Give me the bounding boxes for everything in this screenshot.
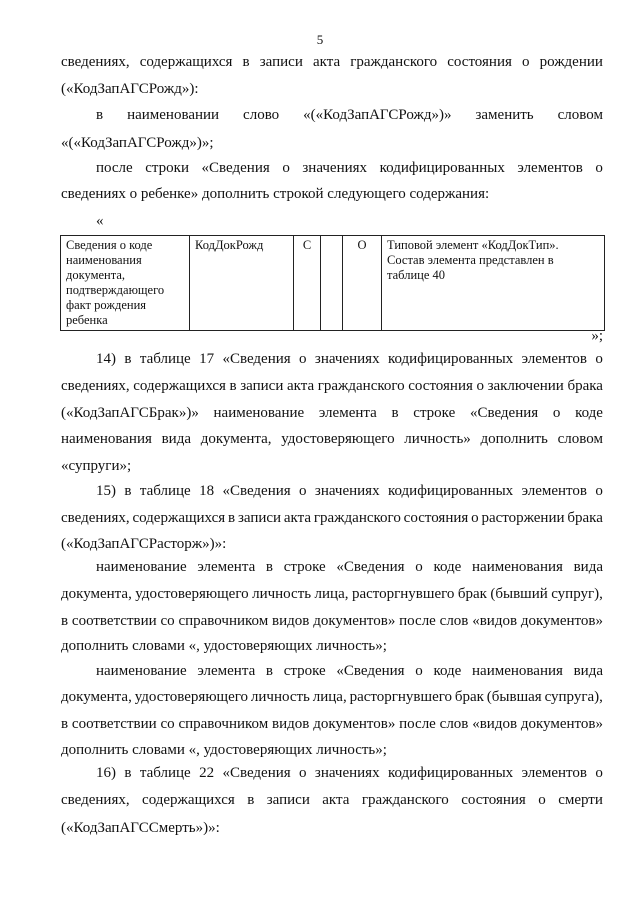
word: наименовании	[127, 107, 220, 123]
word: словом	[557, 107, 603, 123]
word: смерти	[558, 792, 603, 808]
word: элемента	[318, 405, 377, 421]
word: записи	[237, 510, 282, 526]
word: кодифицированных	[379, 160, 505, 176]
word: супруга),	[544, 689, 603, 705]
word: значениях	[314, 483, 380, 499]
word: о	[299, 351, 307, 367]
text-line: дополнить словами «, удостоверяющих личность»;	[61, 638, 387, 654]
word: состояния	[408, 378, 473, 394]
word: расторгнувшего	[351, 586, 455, 602]
word: слов	[439, 613, 469, 629]
word: наименования	[61, 431, 152, 447]
word: состояния	[447, 54, 512, 70]
word: документа,	[61, 586, 132, 602]
text-line: «(«КодЗапАГСРожд»)»;	[61, 135, 214, 151]
cell-line: подтверждающего	[66, 283, 165, 297]
word: таблице	[139, 765, 191, 781]
word: вида	[573, 559, 603, 575]
word: содержащихся	[133, 378, 226, 394]
text-line	[96, 106, 603, 124]
cell-line: наименования	[66, 253, 142, 267]
word: соответствии	[71, 613, 157, 629]
word: видов	[272, 716, 310, 732]
word: 16)	[96, 765, 116, 781]
word: «Сведения	[469, 405, 539, 421]
word: записи	[259, 54, 303, 70]
cell-line: факт рождения	[66, 298, 147, 312]
word: таблице	[139, 351, 191, 367]
word: наименование	[96, 559, 187, 575]
word: акта	[322, 792, 350, 808]
word: о	[521, 54, 530, 70]
cell-description	[382, 236, 605, 331]
word: супруг),	[551, 586, 603, 602]
word: о	[595, 160, 603, 176]
word: гражданского	[317, 378, 405, 394]
word: 22	[199, 765, 215, 781]
word: о	[595, 483, 603, 499]
word: (бывшая	[486, 689, 542, 705]
word: акта	[286, 378, 315, 394]
word: акта	[283, 510, 312, 526]
word: «видов	[472, 613, 518, 629]
word: наименование	[213, 405, 305, 421]
word: сведениях,	[61, 54, 130, 70]
word: справочником	[178, 613, 269, 629]
word: о	[595, 351, 603, 367]
word: удостоверяющего	[135, 586, 249, 602]
word: элементов	[521, 765, 587, 781]
word: после	[96, 160, 133, 176]
text-line	[61, 430, 603, 448]
text-line: сведениях о ребенке» дополнить строкой следующего содержания:	[61, 186, 490, 202]
word: документов»	[313, 613, 396, 629]
word: «Сведения	[222, 483, 291, 499]
word: акта	[312, 54, 341, 70]
word: в	[265, 663, 274, 679]
word: в	[265, 559, 274, 575]
word: дополнить	[480, 431, 548, 447]
word: в	[124, 351, 132, 367]
word: рождении	[539, 54, 603, 70]
cell-line: Сведения о коде	[66, 238, 153, 252]
word: документа,	[200, 431, 272, 447]
word: слов	[439, 716, 469, 732]
word: строки	[145, 160, 189, 176]
word: со	[160, 716, 175, 732]
word: расторгнувшего	[349, 689, 452, 705]
word: 15)	[96, 483, 116, 499]
cell-line: ребенка	[66, 313, 108, 327]
word: в	[229, 378, 237, 394]
cell-required: О	[343, 236, 382, 331]
word: о	[415, 559, 423, 575]
text-line: «супруги»;	[61, 458, 132, 474]
word: (бывший	[490, 586, 548, 602]
word: документа,	[61, 689, 132, 705]
word: «Сведения	[201, 160, 270, 176]
word: состояния	[461, 792, 526, 808]
word: «Сведения	[336, 559, 405, 575]
text-line	[61, 404, 603, 422]
text-line: («КодЗапАГСРасторж»)»:	[61, 536, 227, 552]
word: значениях	[314, 765, 380, 781]
word: заменить	[475, 107, 534, 123]
word: о	[299, 483, 307, 499]
word: 18	[199, 483, 215, 499]
word: в	[124, 765, 132, 781]
word: элементов	[521, 483, 587, 499]
word: 14)	[96, 351, 116, 367]
word: о	[595, 765, 603, 781]
word: значениях	[314, 351, 380, 367]
word: удостоверяющего	[281, 431, 395, 447]
word: со	[160, 613, 175, 629]
word: личность»	[404, 431, 471, 447]
word: вида	[573, 663, 603, 679]
table-row	[61, 236, 605, 331]
word: сведениях,	[61, 510, 130, 526]
cell-type: С	[294, 236, 321, 331]
word: в	[247, 792, 255, 808]
word: брака	[567, 510, 603, 526]
text-line	[61, 509, 603, 527]
word: элемента	[197, 663, 256, 679]
word: кодифицированных	[387, 765, 514, 781]
cell-line: документа,	[66, 268, 126, 282]
text-line	[61, 612, 603, 630]
word: в	[228, 510, 236, 526]
word: справочником	[178, 716, 269, 732]
inserted-row-table	[60, 235, 605, 331]
word: заключении	[487, 378, 564, 394]
word: документов»	[520, 613, 603, 629]
text-line	[61, 688, 603, 706]
word: наименование	[96, 663, 187, 679]
word: «Сведения	[222, 351, 291, 367]
text-line	[96, 764, 603, 782]
word: наименования	[472, 663, 563, 679]
word: гражданского	[350, 54, 438, 70]
text-line	[96, 482, 603, 500]
word: содержащихся	[139, 54, 233, 70]
word: коде	[433, 663, 462, 679]
word: элементов	[517, 160, 583, 176]
word: личность	[250, 689, 310, 705]
word: видов	[272, 613, 310, 629]
word: состояния	[403, 510, 469, 526]
word: в	[96, 107, 104, 123]
word: в	[61, 613, 69, 629]
word: кодифицированных	[387, 483, 514, 499]
word: о	[415, 663, 423, 679]
word: документов»	[520, 716, 603, 732]
word: сведениях,	[61, 378, 130, 394]
word: записи	[240, 378, 284, 394]
word: сведениях,	[61, 792, 130, 808]
word: лица,	[314, 586, 349, 602]
word: 17	[199, 351, 215, 367]
word: брака	[567, 378, 603, 394]
text-line	[96, 662, 603, 680]
word: кодифицированных	[387, 351, 514, 367]
text-line	[61, 715, 603, 733]
text-line: («КодЗапАГССмерть»)»:	[61, 820, 220, 836]
text-line: »;	[591, 328, 603, 344]
word: брак	[457, 586, 487, 602]
word: соответствии	[71, 716, 157, 732]
word: о	[471, 510, 479, 526]
text-line: «	[96, 213, 104, 229]
word: содержащихся	[132, 510, 226, 526]
text-line	[61, 585, 603, 603]
text-line	[61, 377, 603, 395]
cell-format	[321, 236, 343, 331]
word: содержащихся	[142, 792, 235, 808]
word: брак	[454, 689, 484, 705]
word: о	[299, 765, 307, 781]
word: элемента	[197, 559, 256, 575]
word: в	[242, 54, 250, 70]
text-line	[61, 53, 603, 71]
cell-line: Состав элемента представлен в	[387, 253, 554, 267]
word: «Сведения	[222, 765, 291, 781]
word: расторжении	[481, 510, 565, 526]
word: словом	[557, 431, 603, 447]
text-line	[96, 350, 603, 368]
word: наименования	[472, 559, 563, 575]
word: лица,	[312, 689, 347, 705]
word: о	[282, 160, 290, 176]
word: таблице	[139, 483, 191, 499]
word: после	[399, 613, 436, 629]
cell-line: Типовой элемент «КодДокТип».	[387, 238, 559, 252]
word: в	[124, 483, 132, 499]
text-line	[61, 791, 603, 809]
word: гражданского	[313, 510, 401, 526]
word: значениях	[302, 160, 368, 176]
word: («КодЗапАГСБрак»)»	[61, 405, 199, 421]
word: «(«КодЗапАГСРожд»)»	[303, 107, 452, 123]
word: гражданского	[361, 792, 449, 808]
word: после	[399, 716, 436, 732]
word: элементов	[521, 351, 587, 367]
text-line	[96, 159, 603, 177]
word: о	[476, 378, 484, 394]
word: строке	[283, 559, 326, 575]
word: документов»	[313, 716, 396, 732]
word: строке	[283, 663, 326, 679]
word: в	[391, 405, 399, 421]
word: «Сведения	[336, 663, 405, 679]
word: коде	[575, 405, 603, 421]
word: «видов	[472, 716, 518, 732]
cell-element-code: КодДокРожд	[190, 236, 294, 331]
cell-element-name	[61, 236, 190, 331]
page-number: 5	[316, 32, 324, 47]
word: в	[61, 716, 69, 732]
word: коде	[433, 559, 462, 575]
word: слово	[243, 107, 280, 123]
word: записи	[266, 792, 310, 808]
word: личность	[252, 586, 312, 602]
word: о	[552, 405, 561, 421]
cell-line: таблице 40	[387, 268, 446, 282]
word: вида	[161, 431, 191, 447]
word: строке	[413, 405, 456, 421]
word: о	[538, 792, 546, 808]
text-line: («КодЗапАГСРожд»):	[61, 81, 199, 97]
text-line	[96, 558, 603, 576]
text-line: дополнить словами «, удостоверяющих личность»;	[61, 742, 387, 758]
word: удостоверяющего	[134, 689, 249, 705]
